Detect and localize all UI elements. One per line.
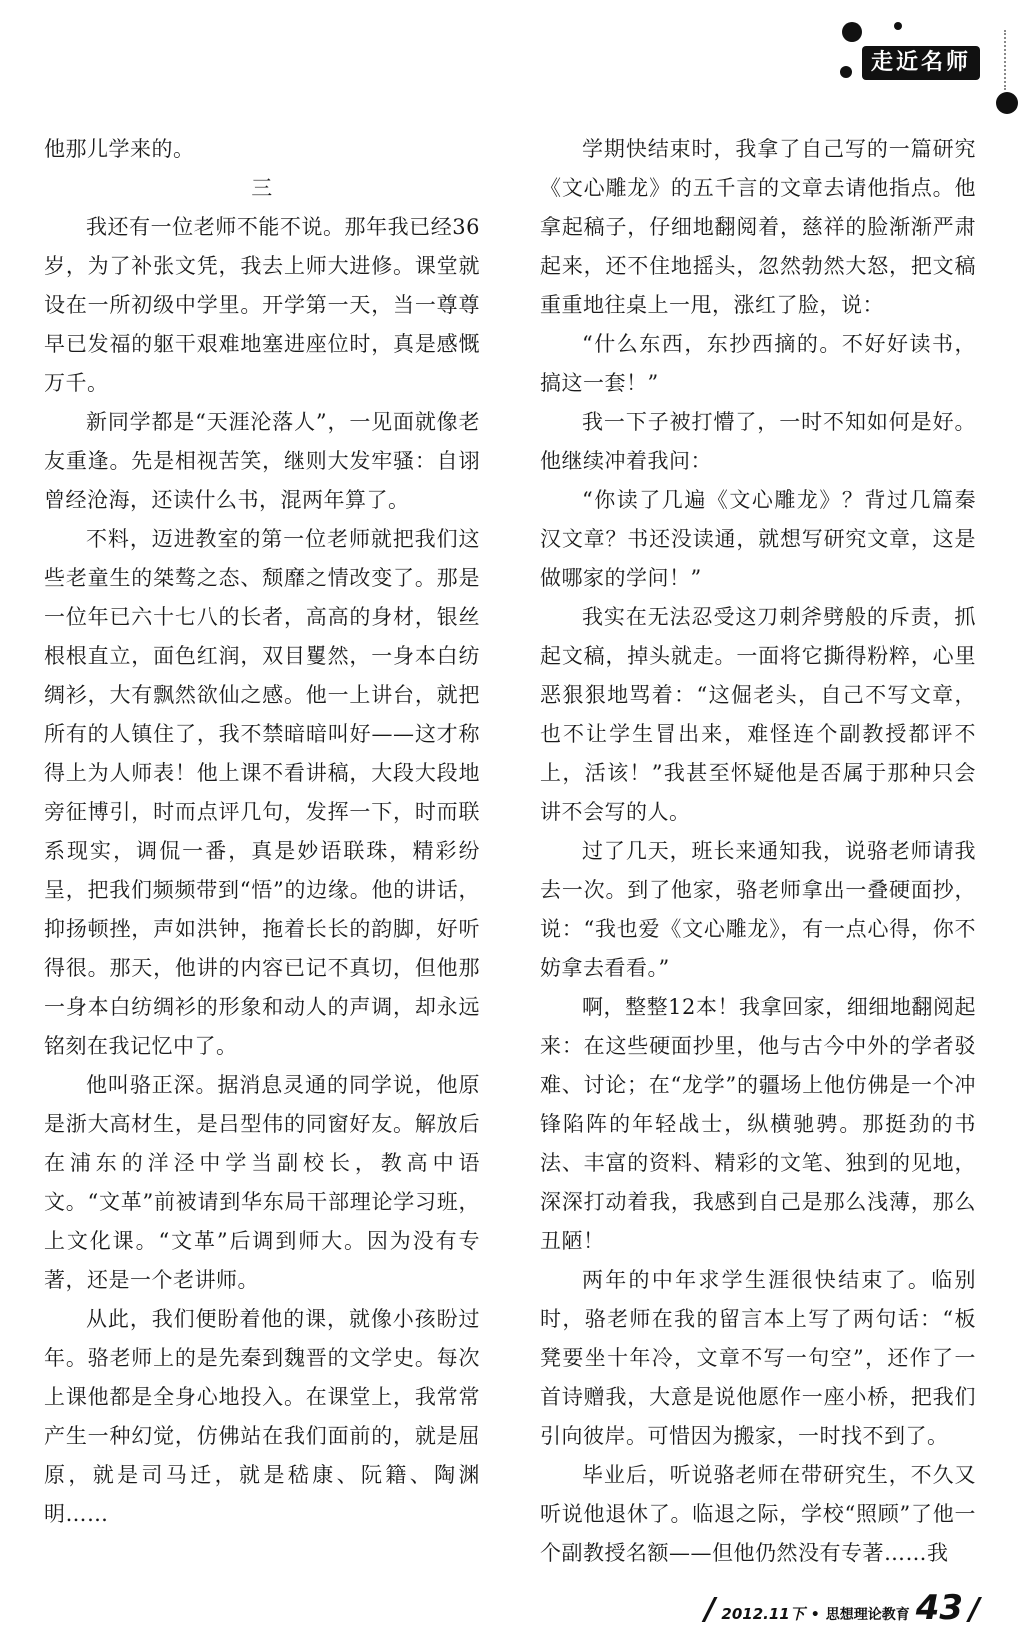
decorative-dot-small <box>894 22 902 30</box>
footer-end-slash: / <box>969 1592 980 1627</box>
page-number: 43 <box>915 1588 964 1628</box>
paragraph: 我实在无法忍受这刀刺斧劈般的斥责，抓起文稿，掉头就走。一面将它撕得粉粹，心里恶狠狠地骂着：“这倔老头，自己不写文章，也不让学生冒出来，难怪连个副教授都评不上，活该！”我甚至怀疑他是否属于那种只会讲不会写的人。 <box>540 605 976 824</box>
decorative-dot-large <box>842 22 862 42</box>
paragraph: 不料，迈进教室的第一位老师就把我们这些老童生的桀骜之态、颓靡之情改变了。那是一位年已六十七八的长者，高高的身材，银丝根根直立，面色红润，双目矍然，一身本白纺绸衫，大有飘然欲仙之感。他一上讲台，就把所有的人镇住了，我不禁暗暗叫好——这才称得上为人师表！他上课不看讲稿，大段大段地旁征博引，时而点评几句，发挥一下，时而联系现实，调侃一番，真是妙语联珠，精彩纷呈，把我们频频带到“悟”的边缘。他的讲话，抑扬顿挫，声如洪钟，拖着长长的韵脚，好听得很。那天，他讲的内容已记不真切，但他那一身本白纺绸衫的形象和动人的声调，却永远铭刻在我记忆中了。 <box>44 527 480 1058</box>
page-footer <box>704 1588 980 1628</box>
section-number: 三 <box>251 176 273 200</box>
paragraph: 他那儿学来的。 <box>44 137 195 161</box>
paragraph: 我一下子被打懵了，一时不知如何是好。他继续冲着我问： <box>540 410 976 473</box>
footer-slash: / <box>704 1592 716 1627</box>
paragraph: 过了几天，班长来通知我，说骆老师请我去一次。到了他家，骆老师拿出一叠硬面抄，说：“我也爱《文心雕龙》，有一点心得，你不妨拿去看看。” <box>540 839 976 980</box>
paragraph: 我还有一位老师不能不说。那年我已经36岁，为了补张文凭，我去上师大进修。课堂就设在一所初级中学里。开学第一天，当一尊尊早已发福的躯干艰难地塞进座位时，真是感慨万千。 <box>44 215 480 395</box>
section-label: 走近名师 <box>862 46 980 80</box>
journal-name: 思想理论教育 <box>825 1607 910 1623</box>
paragraph: 新同学都是“天涯沦落人”，一见面就像老友重逢。先是相视苦笑，继则大发牢骚：自诩曾经沧海，还读什么书，混两年算了。 <box>44 410 480 512</box>
left-column <box>44 130 480 1534</box>
issue-date: 2012.11下 <box>721 1605 805 1623</box>
paragraph: 啊，整整12本！我拿回家，细细地翻阅起来：在这些硬面抄里，他与古今中外的学者驳难、讨论；在“龙学”的疆场上他仿佛是一个冲锋陷阵的年轻战士，纵横驰骋。那挺劲的书法、丰富的资料、精彩的文笔、独到的见地，深深打动着我，我感到自己是那么浅薄，那么丑陋！ <box>540 995 976 1253</box>
paragraph: “什么东西，东抄西摘的。不好好读书，搞这一套！” <box>540 332 976 395</box>
paragraph: “你读了几遍《文心雕龙》？背过几篇秦汉文章？书还没读通，就想写研究文章，这是做哪家的学问！” <box>540 488 976 590</box>
decorative-dotted-edge <box>988 30 1006 90</box>
footer-bullet: • <box>810 1607 820 1623</box>
decorative-dot-left <box>840 66 852 78</box>
paragraph: 从此，我们便盼着他的课，就像小孩盼过年。骆老师上的是先秦到魏晋的文学史。每次上课他都是全身心地投入。在课堂上，我常常产生一种幻觉，仿佛站在我们面前的，就是屈原，就是司马迁，就是嵇康、阮籍、陶渊明…… <box>44 1307 480 1526</box>
decorative-dot-right <box>996 92 1018 114</box>
paragraph: 学期快结束时，我拿了自己写的一篇研究《文心雕龙》的五千言的文章去请他指点。他拿起稿子，仔细地翻阅着，慈祥的脸渐渐严肃起来，还不住地摇头，忽然勃然大怒，把文稿重重地往桌上一甩，涨红了脸，说： <box>540 137 976 317</box>
paragraph: 两年的中年求学生涯很快结束了。临别时，骆老师在我的留言本上写了两句话：“板凳要坐十年冷，文章不写一句空”，还作了一首诗赠我，大意是说他愿作一座小桥，把我们引向彼岸。可惜因为搬家，一时找不到了。 <box>540 1268 976 1448</box>
right-column <box>540 130 976 1573</box>
paragraph: 毕业后，听说骆老师在带研究生，不久又听说他退休了。临退之际，学校“照顾”了他一个副教授名额——但他仍然没有专著……我 <box>540 1463 976 1565</box>
paragraph: 他叫骆正深。据消息灵通的同学说，他原是浙大高材生，是吕型伟的同窗好友。解放后在浦东的洋泾中学当副校长，教高中语文。“文革”前被请到华东局干部理论学习班，上文化课。“文革”后调到师大。因为没有专著，还是一个老讲师。 <box>44 1073 480 1292</box>
